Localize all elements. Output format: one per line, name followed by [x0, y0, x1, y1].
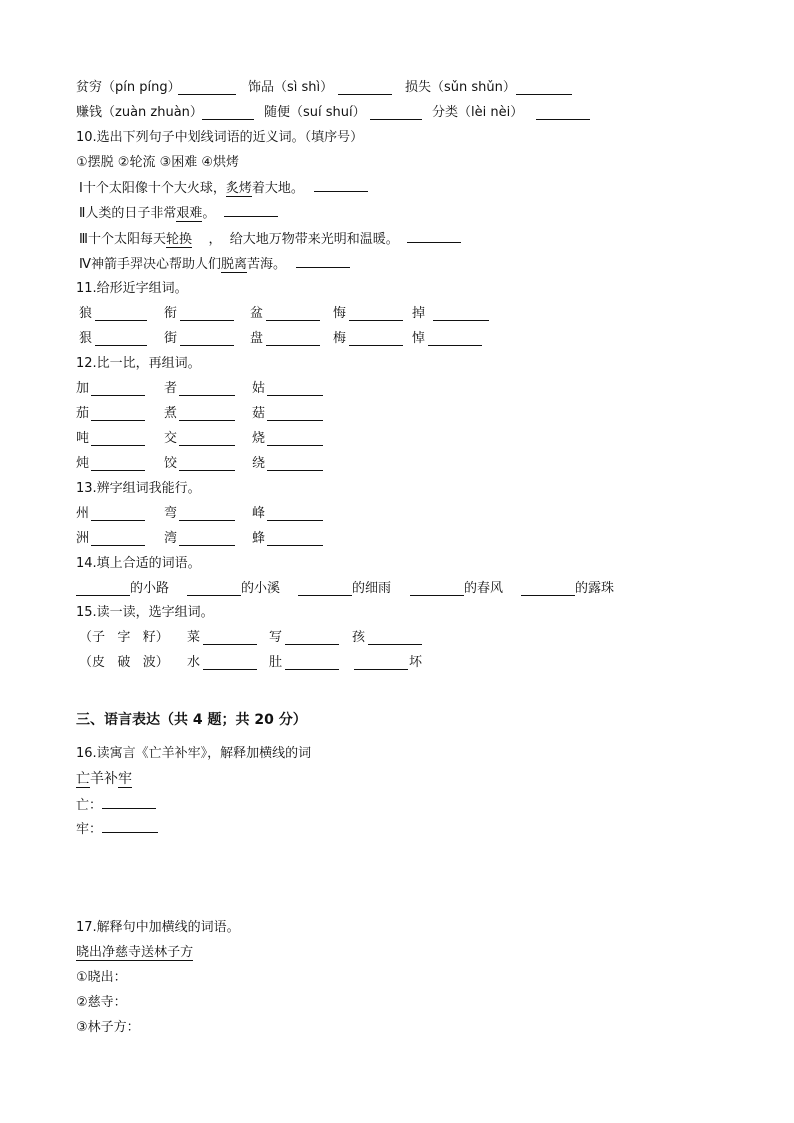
q15-char: 肚	[269, 655, 283, 670]
answer-blank[interactable]	[349, 333, 403, 346]
answer-blank[interactable]	[179, 533, 235, 546]
q12-char: 烧	[252, 431, 266, 446]
answer-blank[interactable]	[91, 533, 145, 546]
q9-word: 赚钱（zuàn zhuàn）	[76, 105, 203, 120]
answer-blank[interactable]	[180, 333, 234, 346]
q14-item: 的露珠	[575, 581, 615, 596]
sentence-text: 送	[141, 945, 155, 960]
q10-item-pre: Ⅳ神箭手羿决心帮助人们	[79, 257, 221, 272]
underlined-word: 牢	[118, 771, 132, 787]
q11-char: 盆	[250, 306, 264, 321]
q15-char: 坏	[409, 655, 423, 670]
q14-item: 的小路	[130, 581, 170, 596]
answer-blank[interactable]	[178, 82, 236, 95]
q10-title: 10.选出下列句子中划线词语的近义词。（填序号）	[76, 130, 364, 145]
answer-blank[interactable]	[179, 433, 235, 446]
q10-item-2	[79, 204, 278, 223]
q17-sentence	[76, 944, 193, 962]
q11-char: 狼	[79, 306, 93, 321]
answer-blank[interactable]	[314, 179, 368, 192]
answer-blank[interactable]	[285, 632, 339, 645]
q10-item-post: 。	[202, 206, 216, 221]
q9-word: 贫穷（pín píng）	[76, 80, 181, 95]
answer-blank[interactable]	[179, 408, 235, 421]
answer-blank[interactable]	[428, 333, 482, 346]
q11-title: 11.给形近字组词。	[76, 281, 188, 296]
answer-blank[interactable]	[267, 533, 323, 546]
q13-char: 弯	[164, 506, 178, 521]
underlined-word: 炙烤	[225, 181, 252, 196]
q15-char: 写	[269, 630, 283, 645]
answer-blank[interactable]	[179, 458, 235, 471]
underlined-word: 艰难	[176, 206, 203, 221]
q9-word: 损失（sǔn shǔn）	[405, 80, 516, 95]
q15-char: 孩	[352, 630, 366, 645]
q17-item-1: ①晓出：	[76, 970, 127, 985]
answer-blank[interactable]	[91, 433, 145, 446]
q12-char: 吨	[76, 431, 90, 446]
answer-blank[interactable]	[267, 508, 323, 521]
answer-blank[interactable]	[267, 383, 323, 396]
answer-blank[interactable]	[187, 583, 241, 596]
answer-blank[interactable]	[202, 107, 254, 120]
q17-item-2: ②慈寺：	[76, 995, 127, 1010]
q14-item: 的春风	[464, 581, 504, 596]
answer-blank[interactable]	[296, 255, 350, 268]
q11-char: 悼	[412, 331, 426, 346]
q10-item-pre: Ⅲ十个太阳每天	[79, 232, 166, 247]
q11-char: 梅	[333, 331, 347, 346]
q15-group: （皮 破 波）	[79, 655, 169, 670]
answer-blank[interactable]	[91, 508, 145, 521]
q16-item-label: 亡：	[76, 798, 103, 813]
q12-char: 炖	[76, 456, 90, 471]
q11-char: 衔	[164, 306, 178, 321]
q14-item: 的小溪	[241, 581, 281, 596]
q10-item-3	[79, 230, 461, 249]
q17-title: 17.解释句中加横线的词语。	[76, 920, 240, 935]
q16-item-label: 牢：	[76, 822, 103, 837]
q12-char: 菇	[252, 406, 266, 421]
answer-blank[interactable]	[180, 308, 234, 321]
underlined-word: 轮换	[165, 232, 192, 247]
q13-char: 峰	[252, 506, 266, 521]
q15-char: 菜	[187, 630, 201, 645]
q13-char: 洲	[76, 531, 90, 546]
q12-char: 茄	[76, 406, 90, 421]
answer-blank[interactable]	[410, 583, 464, 596]
q9-word: 分类（lèi nèi）	[432, 105, 524, 120]
q13-char: 州	[76, 506, 90, 521]
underlined-word: 脱离	[221, 257, 248, 272]
answer-blank[interactable]	[285, 657, 339, 670]
answer-blank[interactable]	[95, 308, 147, 321]
answer-blank[interactable]	[179, 508, 235, 521]
q16-item-1	[76, 796, 156, 815]
q12-title: 12.比一比，再组词。	[76, 356, 201, 371]
q14-item: 的细雨	[352, 581, 392, 596]
q17-item-3: ③林子方：	[76, 1020, 140, 1035]
answer-blank[interactable]	[370, 107, 422, 120]
underlined-word: 亡	[76, 771, 90, 787]
q10-item-post: 着大地。	[251, 181, 304, 196]
answer-blank[interactable]	[368, 632, 422, 645]
underlined-word: 晓出	[76, 945, 103, 960]
q9-word: 饰品（sì shì）	[248, 80, 334, 95]
q11-char: 盘	[250, 331, 264, 346]
q13-char: 湾	[164, 531, 178, 546]
q15-group: （子 字 籽）	[79, 630, 169, 645]
underlined-word: 林子方	[154, 945, 194, 960]
q12-char: 饺	[164, 456, 178, 471]
answer-blank[interactable]	[433, 308, 489, 321]
answer-blank[interactable]	[516, 82, 572, 95]
q12-char: 加	[76, 381, 90, 396]
answer-blank[interactable]	[407, 230, 461, 243]
q15-title: 15.读一读，选字组词。	[76, 605, 214, 620]
answer-blank[interactable]	[203, 632, 257, 645]
q10-item-1	[79, 179, 368, 198]
answer-blank[interactable]	[267, 408, 323, 421]
answer-blank[interactable]	[354, 657, 408, 670]
q12-char: 交	[164, 431, 178, 446]
q11-char: 狠	[79, 331, 93, 346]
q10-options: ①摆脱 ②轮流 ③困难 ④烘烤	[76, 155, 240, 170]
q12-char: 者	[164, 381, 178, 396]
answer-blank[interactable]	[179, 383, 235, 396]
q16-phrase	[76, 770, 132, 788]
q10-item-pre: Ⅰ十个太阳像十个大火球，	[79, 181, 226, 196]
q10-item-post: 苦海。	[247, 257, 287, 272]
underlined-word: 慈寺	[115, 945, 142, 960]
answer-blank[interactable]	[521, 583, 575, 596]
phrase-text: 羊补	[90, 771, 118, 787]
q10-item-4	[79, 255, 350, 274]
q16-title: 16.读寓言《亡羊补牢》，解释加横线的词	[76, 746, 312, 761]
section-heading: 三、语言表达（共 4 题；共 20 分）	[76, 712, 307, 728]
answer-blank[interactable]	[536, 107, 590, 120]
answer-blank[interactable]	[267, 458, 323, 471]
answer-blank[interactable]	[102, 796, 156, 809]
q12-char: 绕	[252, 456, 266, 471]
q13-char: 蜂	[252, 531, 266, 546]
answer-blank[interactable]	[266, 308, 320, 321]
answer-blank[interactable]	[91, 458, 145, 471]
q15-char: 水	[187, 655, 201, 670]
q16-item-2	[76, 820, 158, 839]
answer-blank[interactable]	[102, 820, 158, 833]
q14-title: 14.填上合适的词语。	[76, 556, 201, 571]
q11-char: 悔	[333, 306, 347, 321]
q11-char: 街	[164, 331, 178, 346]
answer-blank[interactable]	[266, 333, 320, 346]
q12-char: 姑	[252, 381, 266, 396]
answer-blank[interactable]	[203, 657, 257, 670]
q13-title: 13.辨字组词我能行。	[76, 481, 201, 496]
answer-blank[interactable]	[338, 82, 392, 95]
answer-blank[interactable]	[91, 383, 145, 396]
answer-blank[interactable]	[224, 204, 278, 217]
q11-char: 掉	[412, 306, 426, 321]
q12-char: 煮	[164, 406, 178, 421]
q10-item-post: ， 给大地万物带来光明和温暖。	[191, 232, 399, 247]
answer-blank[interactable]	[298, 583, 352, 596]
q10-item-pre: Ⅱ人类的日子非常	[79, 206, 177, 221]
answer-blank[interactable]	[349, 308, 403, 321]
answer-blank[interactable]	[76, 583, 130, 596]
answer-blank[interactable]	[91, 408, 145, 421]
answer-blank[interactable]	[267, 433, 323, 446]
answer-blank[interactable]	[95, 333, 147, 346]
q9-word: 随便（suí shuí）	[264, 105, 366, 120]
sentence-text: 净	[102, 945, 116, 960]
